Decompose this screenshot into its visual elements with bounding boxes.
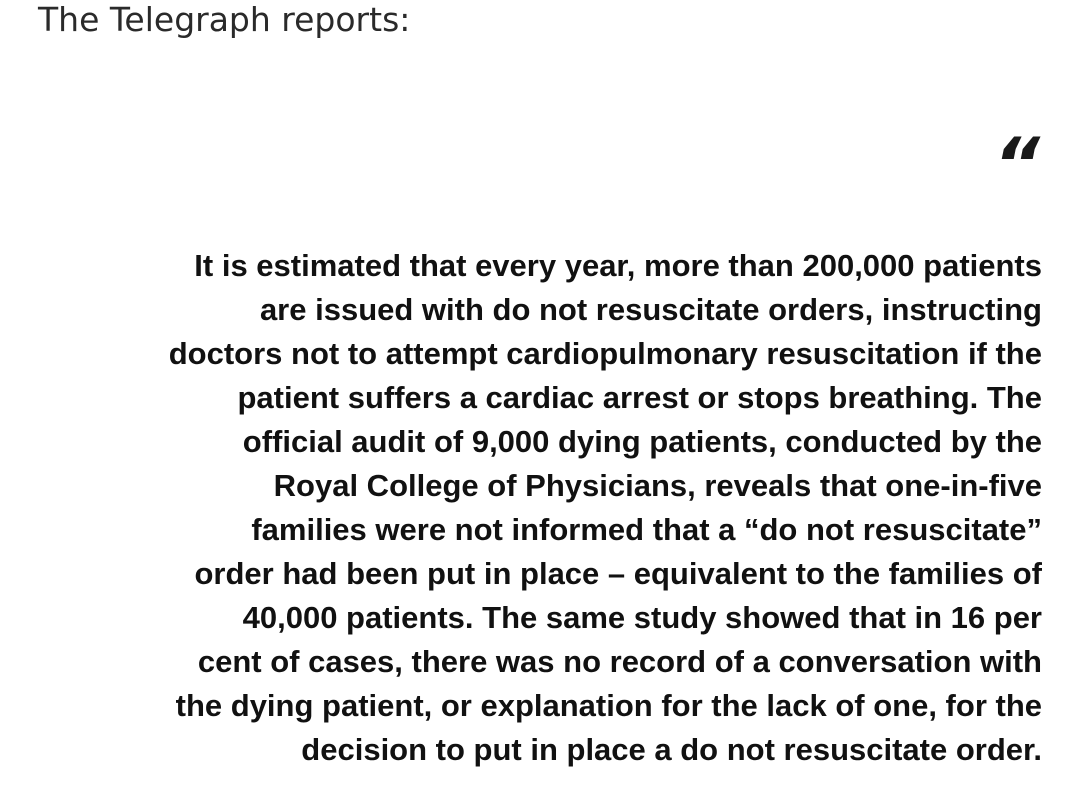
quote-line: It is estimated that every year, more than 200,000 patients xyxy=(194,248,1042,283)
quote-line: decision to put in place a do not resuscitate order. xyxy=(301,732,1042,767)
quote-line: are issued with do not resuscitate orders, instructing xyxy=(259,292,1042,327)
quote-line: families were not informed that a “do not resuscitate” xyxy=(251,512,1042,547)
quote-line: patient suffers a cardiac arrest or stops breathing. The xyxy=(237,380,1042,415)
quote-line: order had been put in place – equivalent to the families of xyxy=(194,556,1042,591)
quote-mark-icon: “ xyxy=(993,122,1040,206)
quote-line: 40,000 patients. The same study showed that in 16 per xyxy=(242,600,1042,635)
blockquote xyxy=(30,244,1042,772)
intro-text: The Telegraph reports: xyxy=(38,0,411,39)
quote-line: cent of cases, there was no record of a conversation with xyxy=(197,644,1042,679)
quote-line: doctors not to attempt cardiopulmonary resuscitation if the xyxy=(168,336,1042,371)
quote-line: official audit of 9,000 dying patients, conducted by the xyxy=(242,424,1042,459)
quote-line: Royal College of Physicians, reveals that one-in-five xyxy=(273,468,1042,503)
quote-line: the dying patient, or explanation for the lack of one, for the xyxy=(175,688,1042,723)
